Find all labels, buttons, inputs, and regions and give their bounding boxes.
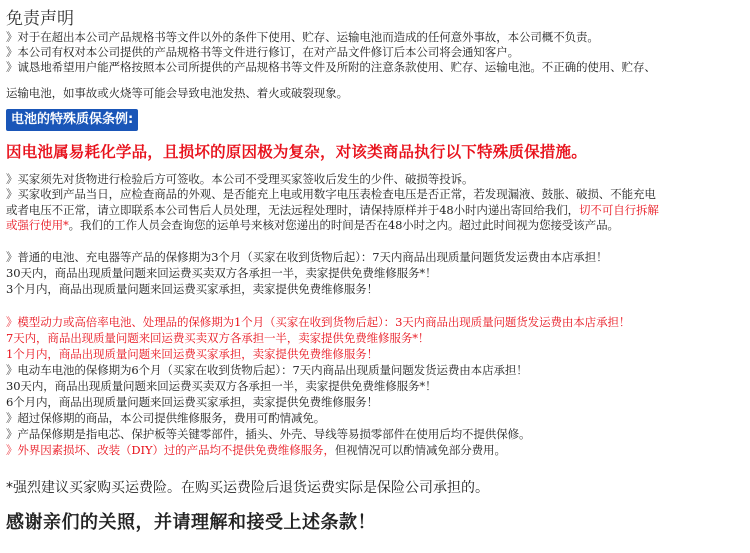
warranty-headline: 因电池属易耗化学品，且损坏的原因极为复杂，对该类商品执行以下特殊质保措施。 bbox=[6, 143, 587, 161]
diy-note-text: 但视情况可以酌情减免部分费用。 bbox=[334, 443, 506, 457]
thanks-message: 感谢亲们的关照，并请理解和接受上述条款！ bbox=[6, 512, 376, 533]
disclaimer-line-2: 》本公司有权对本公司提供的产品规格书等文件进行修订，在对产品文件修订后本公司将会通知客户。 bbox=[6, 45, 519, 59]
ebike-warranty-line-2: 30天内，商品出现质量问题来回运费买卖双方各承担一半，卖家提供免费维修服务*！ bbox=[6, 379, 437, 393]
inspection-line-1: 》买家须先对货物进行检验后方可签收。本公司不受理买家签收后发生的少件、破损等投诉。 bbox=[6, 172, 474, 186]
model-warranty-line-1: 》模型动力或高倍率电池、处理品的保修期为1个月（买家在收到货物后起）：3天内商品出现质量问题货发运费由本店承担！ bbox=[6, 315, 631, 329]
inspection-line-4-text: 。我们的工作人员会查询您的运单号来核对您递出的时间是否在48小时之内。超过此时间视为您接受该产品。 bbox=[68, 218, 619, 232]
disclaimer-line-1: 》对于在超出本公司产品规格书等文件以外的条件下使用、贮存、运输电池而造成的任何意外事故，本公司概不负责。 bbox=[6, 30, 599, 44]
normal-warranty-line-3: 3个月内，商品出现质量问题来回运费买家承担，卖家提供免费维修服务！ bbox=[6, 282, 379, 296]
ebike-warranty-line-3: 6个月内，商品出现质量问题来回运费买家承担，卖家提供免费维修服务！ bbox=[6, 395, 379, 409]
diy-note bbox=[6, 443, 506, 458]
inspection-line-2: 》买家收到产品当日，应检查商品的外观、是否能充上电或用数字电压表检查电压是否正常，若发现漏液、鼓胀、破损、不能充电 bbox=[6, 187, 656, 201]
warranty-badge: 电池的特殊质保条例: bbox=[6, 109, 138, 131]
inspection-line-3-warning: 切不可自行拆解 bbox=[579, 203, 659, 217]
diy-note-warning: 》外界因素损坏、改装（DIY）过的产品均不提供免费维修服务， bbox=[6, 443, 335, 457]
disclaimer-title: 免责声明 bbox=[6, 9, 74, 29]
ebike-warranty-line-1: 》电动车电池的保修期为6个月（买家在收到货物后起）：7天内商品出现质量问题发货运费由本店承担！ bbox=[6, 363, 528, 377]
disclaimer-line-4: 运输电池，如事故或火烧等可能会导致电池发热、着火或破裂现象。 bbox=[6, 86, 348, 100]
warranty-scope-note: 》产品保修期是指电芯、保护板等关键零部件，插头、外壳、导线等易损零部件在使用后均不提供保修。 bbox=[6, 427, 531, 441]
normal-warranty-line-2: 30天内，商品出现质量问题来回运费买卖双方各承担一半，卖家提供免费维修服务*！ bbox=[6, 266, 437, 280]
expired-warranty-note: 》超过保修期的商品，本公司提供维修服务，费用可酌情减免。 bbox=[6, 411, 326, 425]
inspection-line-4 bbox=[6, 218, 619, 233]
inspection-line-3 bbox=[6, 203, 659, 218]
inspection-line-4-warning: 或强行使用* bbox=[6, 218, 69, 232]
model-warranty-line-3: 1个月内，商品出现质量问题来回运费买家承担，卖家提供免费维修服务！ bbox=[6, 347, 379, 361]
normal-warranty-line-1: 》普通的电池、充电器等产品的保修期为3个月（买家在收到货物后起）：7天内商品出现质量问题货发运费由本店承担！ bbox=[6, 250, 608, 264]
inspection-line-3-text: 或者电压不正常，请立即联系本公司售后人员处理，无法远程处理时，请保持原样并于48小时内递出寄回给我们， bbox=[6, 203, 580, 217]
model-warranty-line-2: 7天内，商品出现质量问题来回运费买卖双方各承担一半，卖家提供免费维修服务*！ bbox=[6, 331, 430, 345]
shipping-insurance-advice: *强烈建议买家购买运费险。在购买运费险后退货运费实际是保险公司承担的。 bbox=[6, 480, 489, 496]
disclaimer-line-3: 》诚恳地希望用户能严格按照本公司所提供的产品规格书等文件及所附的注意条款使用、贮存、运输电池。不正确的使用、贮存、 bbox=[6, 60, 656, 74]
